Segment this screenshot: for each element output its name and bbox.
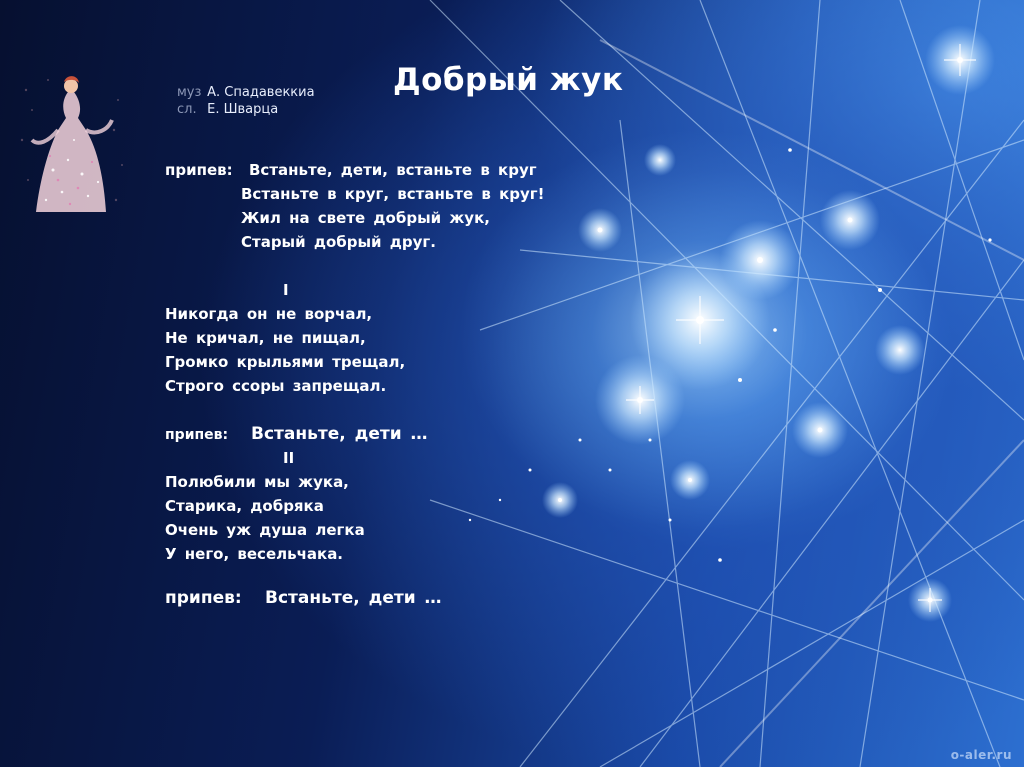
chorus-line-1-text: Встаньте, дети, встаньте в круг bbox=[249, 161, 537, 179]
spacer bbox=[165, 254, 544, 278]
chorus-line-4: Старый добрый друг. bbox=[241, 233, 436, 251]
chorus-reference-1-label: припев: bbox=[165, 427, 229, 443]
chorus-reference-1 bbox=[165, 422, 544, 446]
song-credits bbox=[177, 84, 315, 118]
lyrics-role-label: сл. bbox=[177, 102, 197, 117]
chorus-label: припев: bbox=[165, 161, 233, 179]
verse-2-line-4: У него, весельчака. bbox=[165, 545, 344, 563]
music-author: А. Спадавеккиа bbox=[207, 85, 315, 100]
chorus-line-3: Жил на свете добрый жук, bbox=[241, 209, 490, 227]
verse-1-line-2: Не кричал, не пищал, bbox=[165, 329, 366, 347]
verse-1-number: I bbox=[283, 281, 289, 299]
chorus-line-2: Встаньте в круг, встаньте в круг! bbox=[241, 185, 545, 203]
song-lyrics bbox=[165, 158, 544, 610]
chorus-reference-2 bbox=[165, 586, 544, 610]
spacer bbox=[165, 566, 544, 586]
verse-1-line-3: Громко крыльями трещал, bbox=[165, 353, 406, 371]
chorus-reference-2-label: припев: bbox=[165, 588, 242, 608]
song-title: Добрый жук bbox=[393, 62, 624, 98]
verse-2-line-1: Полюбили мы жука, bbox=[165, 473, 349, 491]
verse-1-line-4: Строго ссоры запрещал. bbox=[165, 377, 387, 395]
music-credit bbox=[177, 84, 315, 101]
lyrics-author: Е. Шварца bbox=[207, 102, 279, 117]
princess-illustration-icon bbox=[18, 70, 128, 220]
lyrics-credit bbox=[177, 101, 315, 118]
chorus-reference-2-text: Встаньте, дети … bbox=[265, 588, 442, 608]
verse-2-number: II bbox=[283, 449, 295, 467]
music-role-label: муз bbox=[177, 85, 202, 100]
chorus-reference-1-text: Встаньте, дети … bbox=[251, 424, 428, 444]
verse-2-line-2: Старика, добряка bbox=[165, 497, 324, 515]
spacer bbox=[165, 398, 544, 422]
chorus-line-1 bbox=[165, 158, 544, 182]
verse-1-line-1: Никогда он не ворчал, bbox=[165, 305, 373, 323]
site-watermark: o-aler.ru bbox=[950, 748, 1012, 762]
verse-2-line-3: Очень уж душа легка bbox=[165, 521, 365, 539]
